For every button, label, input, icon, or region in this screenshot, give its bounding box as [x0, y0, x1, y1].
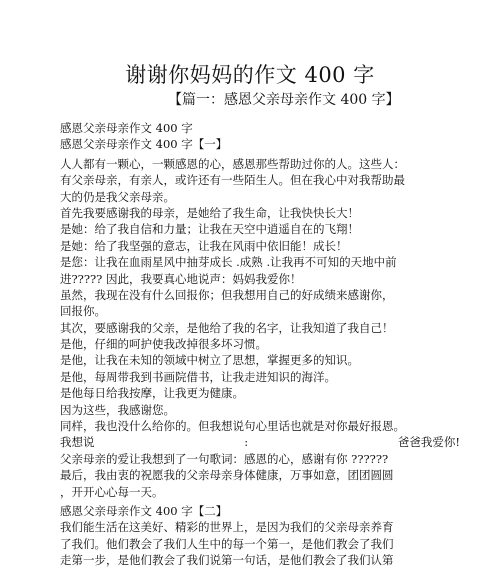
- text-line: 是她：给了我坚强的意志，让我在风雨中依旧能！成长！: [60, 238, 348, 253]
- text-line: ，开开心心每一天。: [60, 484, 164, 499]
- text-line-split: [60, 434, 460, 450]
- split-right: 爸爸我爱你!: [397, 435, 460, 450]
- text-line: 虽然，我现在没有什么回报你；但我想用自己的好成绩来感谢你，: [60, 287, 394, 302]
- text-line: 我们能生活在这美好、精彩的世界上，是因为我们的父亲母亲养育: [60, 520, 394, 535]
- split-left: 我想说: [60, 435, 95, 450]
- text-line: 了我们。他们教会了我们人生中的每一个第一，是他们教会了我们: [60, 536, 394, 551]
- text-line: 是他，仔细的呵护使我改掉很多坏习惯。: [60, 337, 267, 352]
- text-line: 首先我要感谢我的母亲，是她给了我生命，让我快快长大！: [60, 205, 359, 220]
- text-line: 感恩父亲母亲作文 400 字: [60, 121, 193, 135]
- text-line: 人人都有一颗心，一颗感恩的心，感恩那些帮助过你的人。这些人：: [60, 156, 405, 171]
- text-line: 因为这些，我感谢您。: [60, 402, 175, 417]
- text-line: 感恩父亲母亲作文 400 字【二】: [60, 503, 228, 518]
- text-line: 大的仍是我父亲母亲。: [60, 189, 175, 204]
- split-mid: :: [244, 435, 249, 450]
- text-line: 回报你。: [60, 304, 106, 319]
- text-line: 父亲母亲的爱让我想到了一句歌词：感恩的心，感谢有你 ??????: [60, 451, 389, 466]
- document-body: [60, 120, 460, 569]
- text-line: 是他，每周带我到书画院借书，让我走进知识的海洋。: [60, 369, 336, 384]
- document-title: 谢谢你妈妈的作文 400 字: [125, 63, 375, 87]
- document-subtitle: 【篇一：感恩父亲母亲作文 400 字】: [168, 92, 400, 108]
- text-line: 其次，要感谢我的父亲，是他给了我的名字，让我知道了我自己！: [60, 320, 394, 335]
- text-line: 同样，我也没什么给你的。但我想说句心里话也就是对你最好报恩。: [60, 419, 405, 434]
- text-line: 走第一步，是他们教会了我们说第一句话，是他们教会了我们认第: [60, 553, 394, 568]
- text-line: 最后，我由衷的祝愿我的父亲母亲身体健康，万事如意，团团圆圆: [60, 468, 394, 483]
- text-line: 是她：给了我自信和力量；让我在天空中逍遥自在的飞翔！: [60, 222, 359, 237]
- text-line: 有父亲母亲，有亲人，或许还有一些陌生人。但在我心中对我帮助最: [60, 173, 405, 188]
- text-line: 是他，让我在未知的领域中树立了思想，掌握更多的知识。: [60, 353, 359, 368]
- text-line: 是您：让我在血雨星风中抽芽成长 .成熟 .让我再不可知的天地中前: [60, 255, 397, 270]
- text-line: 感恩父亲母亲作文 400 字【一】: [60, 137, 228, 152]
- text-line: 进????? 因此，我要真心地说声：妈妈我爱你！: [60, 271, 302, 286]
- text-line: 是他每日给我按摩，让我更为健康。: [60, 386, 244, 401]
